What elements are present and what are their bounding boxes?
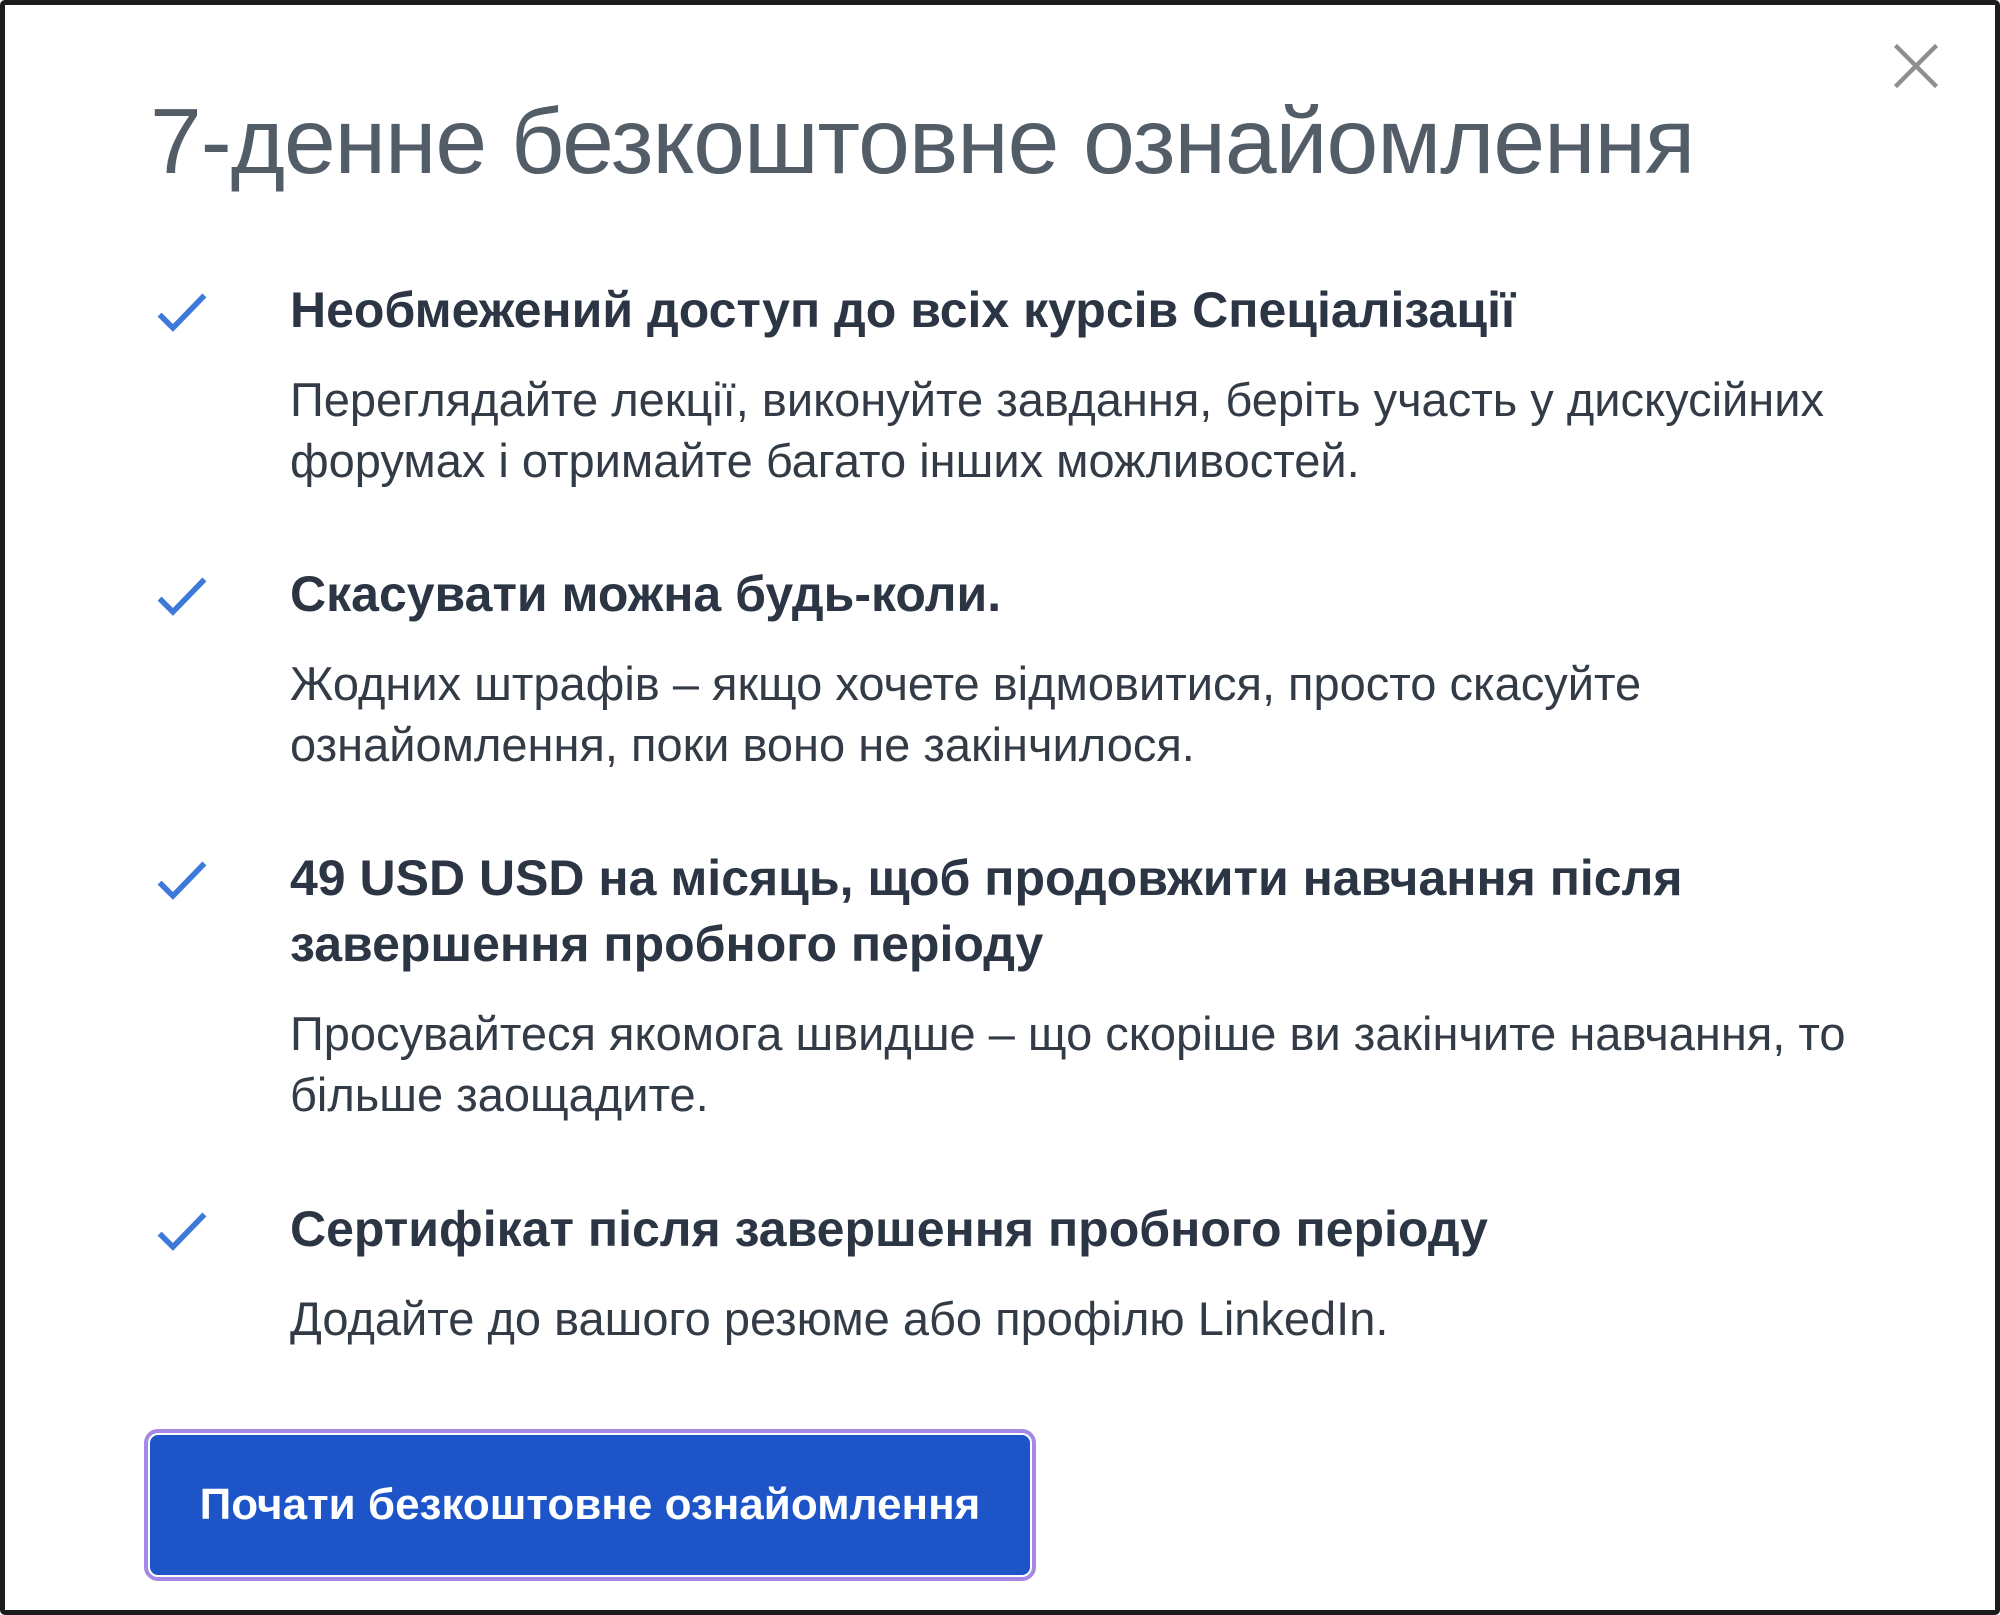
feature-text <box>290 561 1850 775</box>
feature-heading: Скасувати можна будь-коли. <box>290 566 1002 623</box>
feature-item-unlimited-access <box>150 277 1850 491</box>
modal-title: 7-денне безкоштовне ознайомлення <box>150 89 1695 193</box>
check-icon <box>150 845 290 913</box>
feature-item-certificate <box>150 1196 1850 1349</box>
feature-heading: 49 USD USD на місяць, щоб продовжити навчання після завершення пробного періоду <box>290 850 1683 973</box>
feature-body: Просувайтеся якомога швидше – що скоріше ви закінчите навчання, то більше заощадите. <box>290 1007 1846 1122</box>
feature-text <box>290 277 1850 491</box>
feature-item-cancel-anytime <box>150 561 1850 775</box>
feature-text <box>290 845 1850 1125</box>
feature-heading: Необмежений доступ до всіх курсів Спеціалізації <box>290 281 1516 338</box>
check-icon <box>150 277 290 345</box>
start-free-trial-button[interactable]: Почати безкоштовне ознайомлення <box>150 1435 1030 1575</box>
feature-body: Додайте до вашого резюме або профілю LinkedIn. <box>290 1291 1389 1345</box>
feature-list <box>150 277 1850 1349</box>
feature-body: Переглядайте лекції, виконуйте завдання, беріть участь у дискусійних форумах і отримайте багато інших можливостей. <box>290 372 1824 488</box>
feature-item-monthly-price <box>150 845 1850 1125</box>
check-icon <box>150 1196 290 1264</box>
feature-heading: Сертифікат після завершення пробного періоду <box>290 1200 1488 1257</box>
close-button[interactable] <box>1878 28 1954 104</box>
feature-body: Жодних штрафів – якщо хочете відмовитися, просто скасуйте ознайомлення, поки воно не закінчилося. <box>290 657 1642 772</box>
check-icon <box>150 561 290 629</box>
close-icon <box>1887 37 1945 95</box>
feature-text <box>290 1196 1850 1349</box>
